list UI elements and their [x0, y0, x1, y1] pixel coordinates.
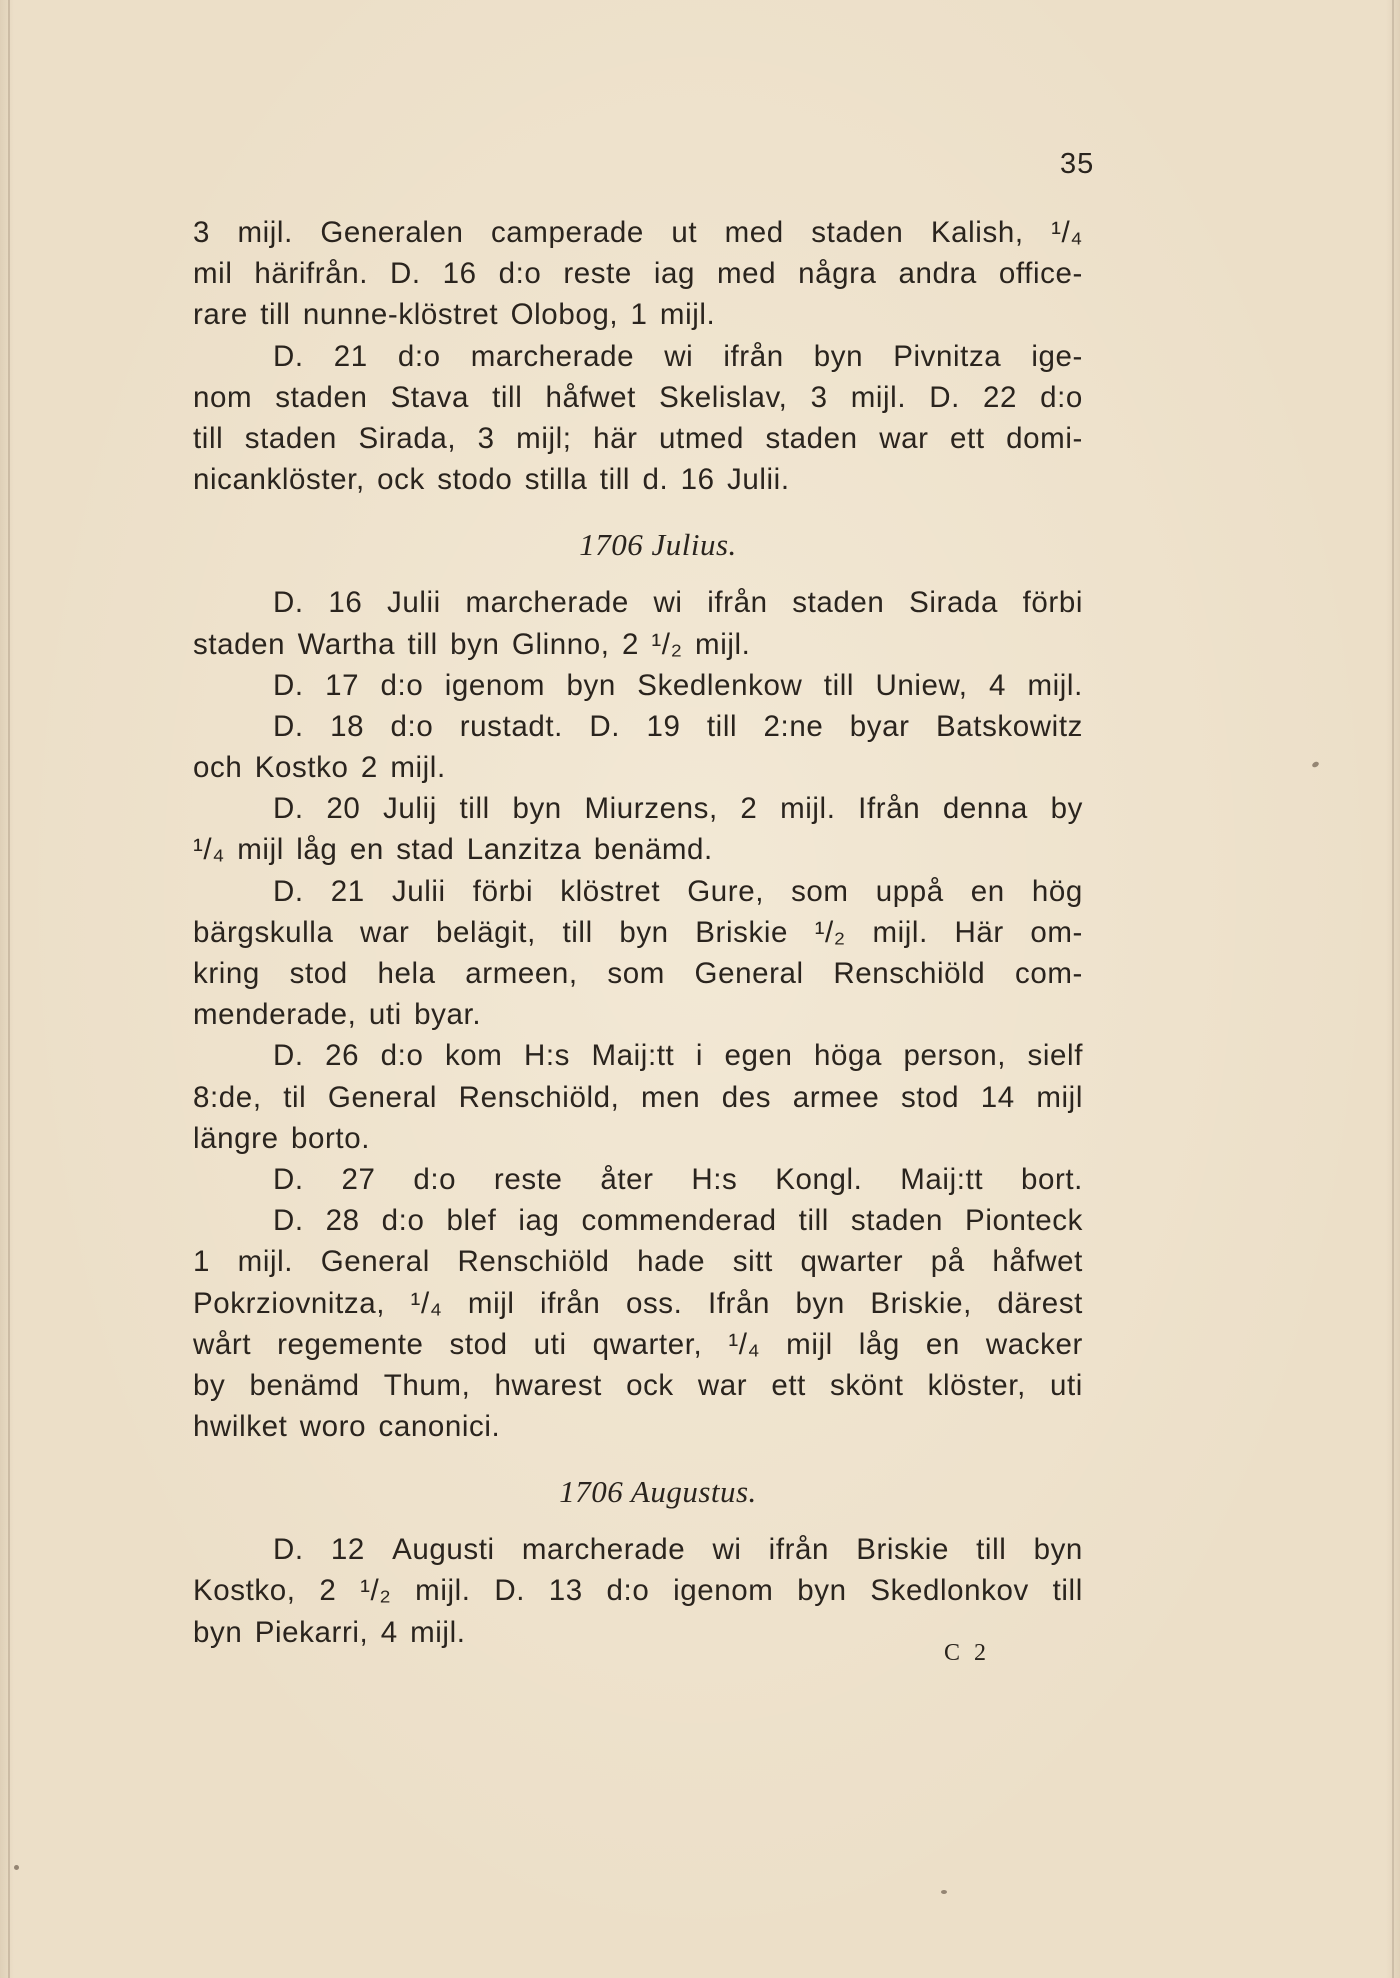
paragraph: [193, 1077, 1083, 1159]
paragraph: [193, 377, 1083, 501]
ink-fleck: [1311, 761, 1320, 769]
body-text: [193, 212, 1083, 1653]
text-line: D. 21 d:o marcherade wi ifrån byn Pivnitza ige-: [273, 339, 1083, 373]
section-heading: 1706 Julius.: [579, 527, 737, 563]
paragraph: [193, 1529, 1083, 1570]
paragraph: [193, 912, 1083, 1036]
text-line: längre borto.: [193, 1121, 371, 1155]
text-line: by benämd Thum, hwarest ock war ett skönt klöster, uti: [193, 1368, 1083, 1402]
text-line: 8:de, til General Renschiöld, men des armee stod 14 mijl: [193, 1080, 1083, 1114]
text-line: hwilket woro canonici.: [193, 1410, 501, 1444]
text-line: 1 mijl. General Renschiöld hade sitt qwarter på håfwet: [193, 1245, 1083, 1279]
text-line: Pokrziovnitza, ¹/₄ mijl ifrån oss. Ifrån byn Briskie, därest: [193, 1286, 1083, 1320]
text-line: D. 18 d:o rustadt. D. 19 till 2:ne byar Batskowitz: [273, 709, 1083, 743]
text-line: D. 12 Augusti marcherade wi ifrån Briskie till byn: [273, 1533, 1083, 1567]
text-line: D. 27 d:o reste åter H:s Kongl. Maij:tt bort.: [273, 1162, 1083, 1196]
text-line: D. 21 Julii förbi klöstret Gure, som uppå en hög: [273, 874, 1083, 908]
section-heading: 1706 Augustus.: [559, 1474, 757, 1510]
paragraph: [193, 212, 1083, 336]
paragraph: [193, 582, 1083, 623]
text-line: 3 mijl. Generalen camperade ut med staden Kalish, ¹/₄: [193, 216, 1083, 249]
text-line: mil härifrån. D. 16 d:o reste iag med några andra office-: [193, 257, 1083, 291]
page-number: 35: [1060, 148, 1095, 180]
text-line: bärgskulla war belägit, till byn Briskie ¹/₂ mijl. Här om-: [193, 915, 1083, 949]
text-line: menderade, uti byar.: [193, 998, 482, 1032]
paragraph: [193, 1241, 1083, 1447]
paragraph: [193, 665, 1083, 747]
text-line: D. 28 d:o blef iag commenderad till staden Pionteck: [273, 1204, 1083, 1238]
text-line: D. 20 Julij till byn Miurzens, 2 mijl. Ifrån denna by: [273, 792, 1083, 826]
page-edge-right: [1392, 0, 1394, 1978]
text-line: och Kostko 2 mijl.: [193, 751, 446, 785]
text-line: byn Piekarri, 4 mijl.: [193, 1615, 466, 1649]
text-line: D. 16 Julii marcherade wi ifrån staden Sirada förbi: [273, 586, 1083, 620]
page-edge-left: [8, 0, 10, 1978]
text-line: D. 17 d:o igenom byn Skedlenkow till Uniew, 4 mijl.: [273, 668, 1083, 702]
printer-signature-mark: C 2: [944, 1640, 991, 1666]
paragraph: [193, 747, 1083, 788]
paragraph: [193, 1159, 1083, 1241]
ink-fleck: [14, 1865, 19, 1870]
text-line: staden Wartha till byn Glinno, 2 ¹/₂ mijl.: [193, 627, 751, 661]
text-line: wårt regemente stod uti qwarter, ¹/₄ mijl låg en wacker: [193, 1327, 1083, 1361]
text-line: till staden Sirada, 3 mijl; här utmed staden war ett domi-: [193, 421, 1083, 455]
text-line: D. 26 d:o kom H:s Maij:tt i egen höga person, sielf: [273, 1039, 1083, 1073]
paragraph: [193, 871, 1083, 912]
paragraph: [193, 788, 1083, 829]
text-line: kring stod hela armeen, som General Renschiöld com-: [193, 957, 1083, 990]
text-line: Kostko, 2 ¹/₂ mijl. D. 13 d:o igenom byn Skedlonkov till: [193, 1574, 1083, 1608]
paragraph: [193, 829, 1083, 870]
text-line: ¹/₄ mijl låg en stad Lanzitza benämd.: [193, 833, 713, 867]
paragraph: [193, 624, 1083, 665]
text-line: nom staden Stava till håfwet Skelislav, 3 mijl. D. 22 d:o: [193, 380, 1083, 414]
text-line: nicanklöster, ock stodo stilla till d. 16 Julii.: [193, 463, 790, 497]
paragraph: [193, 336, 1083, 377]
paragraph: [193, 1035, 1083, 1076]
ink-fleck: [941, 1890, 947, 1894]
text-line: rare till nunne-klöstret Olobog, 1 mijl.: [193, 298, 716, 332]
